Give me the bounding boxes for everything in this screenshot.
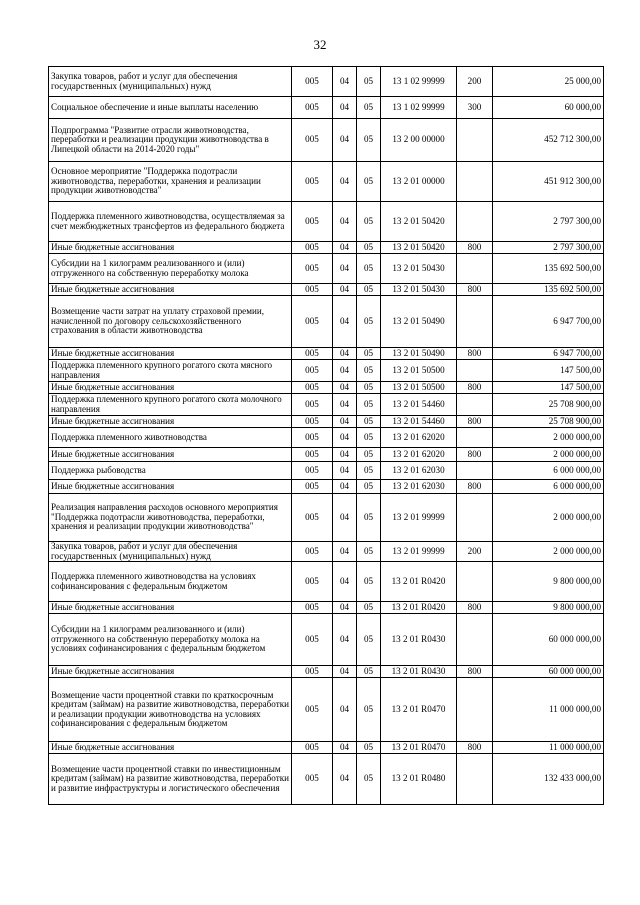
row-expense-type bbox=[457, 360, 493, 382]
row-target-article: 13 2 01 54460 bbox=[381, 394, 457, 416]
row-expense-type: 800 bbox=[457, 602, 493, 614]
row-subsection-code: 05 bbox=[357, 67, 381, 97]
row-section-code: 04 bbox=[333, 119, 357, 162]
row-target-article: 13 2 01 R0430 bbox=[381, 614, 457, 666]
row-section-code: 04 bbox=[333, 254, 357, 284]
row-subsection-code: 05 bbox=[357, 678, 381, 742]
row-name: Поддержка племенного крупного рогатого скота молочного направления bbox=[49, 394, 292, 416]
table-row bbox=[49, 67, 604, 97]
row-expense-type bbox=[457, 678, 493, 742]
row-name: Возмещение части затрат на уплату страховой премии, начисленной по договору сельскохозяйственного страхования в области животноводства bbox=[49, 296, 292, 348]
row-ministry-code: 005 bbox=[292, 480, 333, 494]
row-name: Иные бюджетные ассигнования bbox=[49, 284, 292, 296]
row-section-code: 04 bbox=[333, 162, 357, 202]
row-target-article: 13 2 01 50500 bbox=[381, 360, 457, 382]
table-row bbox=[49, 742, 604, 754]
row-name: Иные бюджетные ассигнования bbox=[49, 348, 292, 360]
row-expense-type bbox=[457, 614, 493, 666]
row-sum: 60 000,00 bbox=[493, 97, 604, 119]
row-target-article: 13 2 01 00000 bbox=[381, 162, 457, 202]
row-subsection-code: 05 bbox=[357, 348, 381, 360]
row-subsection-code: 05 bbox=[357, 416, 381, 428]
table-row bbox=[49, 448, 604, 462]
row-sum: 135 692 500,00 bbox=[493, 284, 604, 296]
row-section-code: 04 bbox=[333, 480, 357, 494]
row-subsection-code: 05 bbox=[357, 562, 381, 602]
row-target-article: 13 1 02 99999 bbox=[381, 67, 457, 97]
row-target-article: 13 2 01 R0470 bbox=[381, 678, 457, 742]
row-name: Иные бюджетные ассигнования bbox=[49, 448, 292, 462]
budget-table-body bbox=[49, 67, 604, 805]
row-section-code: 04 bbox=[333, 742, 357, 754]
row-sum: 147 500,00 bbox=[493, 360, 604, 382]
row-target-article: 13 2 01 R0480 bbox=[381, 754, 457, 805]
row-sum: 9 800 000,00 bbox=[493, 602, 604, 614]
table-row bbox=[49, 542, 604, 562]
row-sum: 6 000 000,00 bbox=[493, 462, 604, 480]
table-row bbox=[49, 360, 604, 382]
row-ministry-code: 005 bbox=[292, 462, 333, 480]
row-section-code: 04 bbox=[333, 296, 357, 348]
row-subsection-code: 05 bbox=[357, 242, 381, 254]
row-section-code: 04 bbox=[333, 448, 357, 462]
row-expense-type bbox=[457, 562, 493, 602]
row-name: Субсидии на 1 килограмм реализованного и (или) отгруженного на собственную переработку молока на условиях софинансирования с федеральным бюджетом bbox=[49, 614, 292, 666]
row-section-code: 04 bbox=[333, 202, 357, 242]
table-row bbox=[49, 382, 604, 394]
row-sum: 60 000 000,00 bbox=[493, 614, 604, 666]
row-section-code: 04 bbox=[333, 360, 357, 382]
row-expense-type bbox=[457, 394, 493, 416]
row-target-article: 13 2 01 50490 bbox=[381, 348, 457, 360]
row-name: Иные бюджетные ассигнования bbox=[49, 742, 292, 754]
row-section-code: 04 bbox=[333, 562, 357, 602]
row-sum: 25 708 900,00 bbox=[493, 394, 604, 416]
row-target-article: 13 2 00 00000 bbox=[381, 119, 457, 162]
row-sum: 11 000 000,00 bbox=[493, 742, 604, 754]
row-ministry-code: 005 bbox=[292, 742, 333, 754]
row-sum: 2 000 000,00 bbox=[493, 494, 604, 542]
row-name: Иные бюджетные ассигнования bbox=[49, 480, 292, 494]
row-sum: 452 712 300,00 bbox=[493, 119, 604, 162]
table-row bbox=[49, 480, 604, 494]
table-row bbox=[49, 562, 604, 602]
row-sum: 6 000 000,00 bbox=[493, 480, 604, 494]
budget-table bbox=[48, 66, 604, 805]
row-ministry-code: 005 bbox=[292, 162, 333, 202]
row-ministry-code: 005 bbox=[292, 394, 333, 416]
row-expense-type: 800 bbox=[457, 242, 493, 254]
row-name: Иные бюджетные ассигнования bbox=[49, 242, 292, 254]
row-name: Поддержка племенного животноводства, осуществляемая за счет межбюджетных трансфертов из федерального бюджета bbox=[49, 202, 292, 242]
row-target-article: 13 1 02 99999 bbox=[381, 97, 457, 119]
row-ministry-code: 005 bbox=[292, 242, 333, 254]
row-target-article: 13 2 01 50500 bbox=[381, 382, 457, 394]
row-expense-type bbox=[457, 428, 493, 448]
row-expense-type bbox=[457, 202, 493, 242]
row-target-article: 13 2 01 50430 bbox=[381, 254, 457, 284]
row-expense-type bbox=[457, 162, 493, 202]
row-name: Поддержка рыбоводства bbox=[49, 462, 292, 480]
row-sum: 2 797 300,00 bbox=[493, 202, 604, 242]
row-ministry-code: 005 bbox=[292, 562, 333, 602]
row-expense-type: 800 bbox=[457, 448, 493, 462]
row-subsection-code: 05 bbox=[357, 394, 381, 416]
table-row bbox=[49, 602, 604, 614]
row-sum: 60 000 000,00 bbox=[493, 666, 604, 678]
table-row bbox=[49, 296, 604, 348]
row-sum: 9 800 000,00 bbox=[493, 562, 604, 602]
table-row bbox=[49, 284, 604, 296]
row-target-article: 13 2 01 R0420 bbox=[381, 562, 457, 602]
row-name: Иные бюджетные ассигнования bbox=[49, 602, 292, 614]
row-subsection-code: 05 bbox=[357, 542, 381, 562]
row-section-code: 04 bbox=[333, 542, 357, 562]
row-subsection-code: 05 bbox=[357, 448, 381, 462]
row-ministry-code: 005 bbox=[292, 494, 333, 542]
row-expense-type bbox=[457, 254, 493, 284]
row-name: Основное мероприятие "Поддержка подотрасли животноводства, переработки, хранения и реализации продукции животноводства" bbox=[49, 162, 292, 202]
row-subsection-code: 05 bbox=[357, 360, 381, 382]
row-subsection-code: 05 bbox=[357, 254, 381, 284]
table-row bbox=[49, 348, 604, 360]
row-target-article: 13 2 01 50420 bbox=[381, 242, 457, 254]
table-row bbox=[49, 416, 604, 428]
row-target-article: 13 2 01 62030 bbox=[381, 462, 457, 480]
row-target-article: 13 2 01 R0430 bbox=[381, 666, 457, 678]
row-section-code: 04 bbox=[333, 348, 357, 360]
row-subsection-code: 05 bbox=[357, 614, 381, 666]
row-expense-type: 800 bbox=[457, 480, 493, 494]
row-sum: 11 000 000,00 bbox=[493, 678, 604, 742]
row-expense-type: 800 bbox=[457, 416, 493, 428]
row-ministry-code: 005 bbox=[292, 416, 333, 428]
row-name: Поддержка племенного животноводства на условиях софинансирования с федеральным бюджетом bbox=[49, 562, 292, 602]
row-ministry-code: 005 bbox=[292, 202, 333, 242]
row-ministry-code: 005 bbox=[292, 542, 333, 562]
row-expense-type: 200 bbox=[457, 542, 493, 562]
row-ministry-code: 005 bbox=[292, 754, 333, 805]
row-sum: 135 692 500,00 bbox=[493, 254, 604, 284]
row-section-code: 04 bbox=[333, 97, 357, 119]
row-subsection-code: 05 bbox=[357, 202, 381, 242]
table-row bbox=[49, 428, 604, 448]
table-row bbox=[49, 462, 604, 480]
row-section-code: 04 bbox=[333, 666, 357, 678]
row-section-code: 04 bbox=[333, 382, 357, 394]
row-target-article: 13 2 01 50420 bbox=[381, 202, 457, 242]
table-row bbox=[49, 162, 604, 202]
table-row bbox=[49, 678, 604, 742]
row-section-code: 04 bbox=[333, 284, 357, 296]
row-target-article: 13 2 01 62020 bbox=[381, 448, 457, 462]
row-name: Возмещение части процентной ставки по краткосрочным кредитам (займам) на развитие животноводства, переработки и реализации продукции животноводства на условиях софинансирования с федеральным бюджетом bbox=[49, 678, 292, 742]
row-subsection-code: 05 bbox=[357, 296, 381, 348]
row-ministry-code: 005 bbox=[292, 296, 333, 348]
row-section-code: 04 bbox=[333, 462, 357, 480]
row-expense-type bbox=[457, 494, 493, 542]
row-name: Поддержка племенного животноводства bbox=[49, 428, 292, 448]
row-subsection-code: 05 bbox=[357, 742, 381, 754]
row-sum: 2 000 000,00 bbox=[493, 448, 604, 462]
table-row bbox=[49, 119, 604, 162]
row-subsection-code: 05 bbox=[357, 428, 381, 448]
row-sum: 147 500,00 bbox=[493, 382, 604, 394]
row-sum: 451 912 300,00 bbox=[493, 162, 604, 202]
row-section-code: 04 bbox=[333, 242, 357, 254]
row-section-code: 04 bbox=[333, 614, 357, 666]
row-sum: 2 000 000,00 bbox=[493, 542, 604, 562]
row-ministry-code: 005 bbox=[292, 284, 333, 296]
row-name: Поддержка племенного крупного рогатого скота мясного направления bbox=[49, 360, 292, 382]
row-expense-type bbox=[457, 462, 493, 480]
row-target-article: 13 2 01 62020 bbox=[381, 428, 457, 448]
row-ministry-code: 005 bbox=[292, 428, 333, 448]
table-row bbox=[49, 614, 604, 666]
row-target-article: 13 2 01 R0470 bbox=[381, 742, 457, 754]
row-subsection-code: 05 bbox=[357, 284, 381, 296]
row-subsection-code: 05 bbox=[357, 666, 381, 678]
row-sum: 25 708 900,00 bbox=[493, 416, 604, 428]
row-expense-type: 800 bbox=[457, 742, 493, 754]
row-subsection-code: 05 bbox=[357, 480, 381, 494]
row-ministry-code: 005 bbox=[292, 678, 333, 742]
row-ministry-code: 005 bbox=[292, 448, 333, 462]
row-target-article: 13 2 01 R0420 bbox=[381, 602, 457, 614]
row-subsection-code: 05 bbox=[357, 382, 381, 394]
row-expense-type: 800 bbox=[457, 284, 493, 296]
row-sum: 6 947 700,00 bbox=[493, 348, 604, 360]
table-row bbox=[49, 494, 604, 542]
row-expense-type: 800 bbox=[457, 348, 493, 360]
table-row bbox=[49, 242, 604, 254]
row-target-article: 13 2 01 54460 bbox=[381, 416, 457, 428]
row-name: Закупка товаров, работ и услуг для обеспечения государственных (муниципальных) нужд bbox=[49, 67, 292, 97]
row-target-article: 13 2 01 62030 bbox=[381, 480, 457, 494]
row-expense-type bbox=[457, 119, 493, 162]
row-target-article: 13 2 01 50490 bbox=[381, 296, 457, 348]
row-target-article: 13 2 01 50430 bbox=[381, 284, 457, 296]
row-sum: 25 000,00 bbox=[493, 67, 604, 97]
row-subsection-code: 05 bbox=[357, 754, 381, 805]
row-name: Иные бюджетные ассигнования bbox=[49, 382, 292, 394]
row-subsection-code: 05 bbox=[357, 97, 381, 119]
row-sum: 132 433 000,00 bbox=[493, 754, 604, 805]
table-row bbox=[49, 202, 604, 242]
row-section-code: 04 bbox=[333, 494, 357, 542]
row-name: Закупка товаров, работ и услуг для обеспечения государственных (муниципальных) нужд bbox=[49, 542, 292, 562]
row-sum: 2 797 300,00 bbox=[493, 242, 604, 254]
row-section-code: 04 bbox=[333, 678, 357, 742]
row-name: Иные бюджетные ассигнования bbox=[49, 666, 292, 678]
row-expense-type: 200 bbox=[457, 67, 493, 97]
page-number: 32 bbox=[313, 37, 327, 52]
table-row bbox=[49, 666, 604, 678]
row-subsection-code: 05 bbox=[357, 162, 381, 202]
table-row bbox=[49, 394, 604, 416]
row-section-code: 04 bbox=[333, 67, 357, 97]
table-row bbox=[49, 754, 604, 805]
row-subsection-code: 05 bbox=[357, 119, 381, 162]
table-row bbox=[49, 254, 604, 284]
row-section-code: 04 bbox=[333, 754, 357, 805]
row-expense-type: 800 bbox=[457, 382, 493, 394]
row-subsection-code: 05 bbox=[357, 494, 381, 542]
row-section-code: 04 bbox=[333, 428, 357, 448]
row-section-code: 04 bbox=[333, 416, 357, 428]
row-sum: 6 947 700,00 bbox=[493, 296, 604, 348]
row-name: Социальное обеспечение и иные выплаты населению bbox=[49, 97, 292, 119]
row-name: Подпрограмма "Развитие отрасли животноводства, переработки и реализации продукции животноводства в Липецкой области на 2014-2020 годы" bbox=[49, 119, 292, 162]
row-ministry-code: 005 bbox=[292, 97, 333, 119]
row-ministry-code: 005 bbox=[292, 666, 333, 678]
row-expense-type bbox=[457, 754, 493, 805]
row-target-article: 13 2 01 99999 bbox=[381, 542, 457, 562]
row-ministry-code: 005 bbox=[292, 254, 333, 284]
row-target-article: 13 2 01 99999 bbox=[381, 494, 457, 542]
row-ministry-code: 005 bbox=[292, 382, 333, 394]
row-sum: 2 000 000,00 bbox=[493, 428, 604, 448]
row-name: Возмещение части процентной ставки по инвестиционным кредитам (займам) на развитие животноводства, переработки и развитие инфраструктуры и логистического обеспечения bbox=[49, 754, 292, 805]
row-expense-type: 300 bbox=[457, 97, 493, 119]
row-ministry-code: 005 bbox=[292, 360, 333, 382]
row-section-code: 04 bbox=[333, 602, 357, 614]
row-expense-type bbox=[457, 296, 493, 348]
row-subsection-code: 05 bbox=[357, 462, 381, 480]
row-section-code: 04 bbox=[333, 394, 357, 416]
row-ministry-code: 005 bbox=[292, 119, 333, 162]
row-ministry-code: 005 bbox=[292, 614, 333, 666]
row-subsection-code: 05 bbox=[357, 602, 381, 614]
table-row bbox=[49, 97, 604, 119]
row-name: Субсидии на 1 килограмм реализованного и (или) отгруженного на собственную переработку молока bbox=[49, 254, 292, 284]
row-name: Реализация направления расходов основного мероприятия "Поддержка подотрасли животноводства, переработки, хранения и реализации продукции животноводства" bbox=[49, 494, 292, 542]
row-ministry-code: 005 bbox=[292, 348, 333, 360]
row-ministry-code: 005 bbox=[292, 602, 333, 614]
row-ministry-code: 005 bbox=[292, 67, 333, 97]
row-name: Иные бюджетные ассигнования bbox=[49, 416, 292, 428]
row-expense-type: 800 bbox=[457, 666, 493, 678]
